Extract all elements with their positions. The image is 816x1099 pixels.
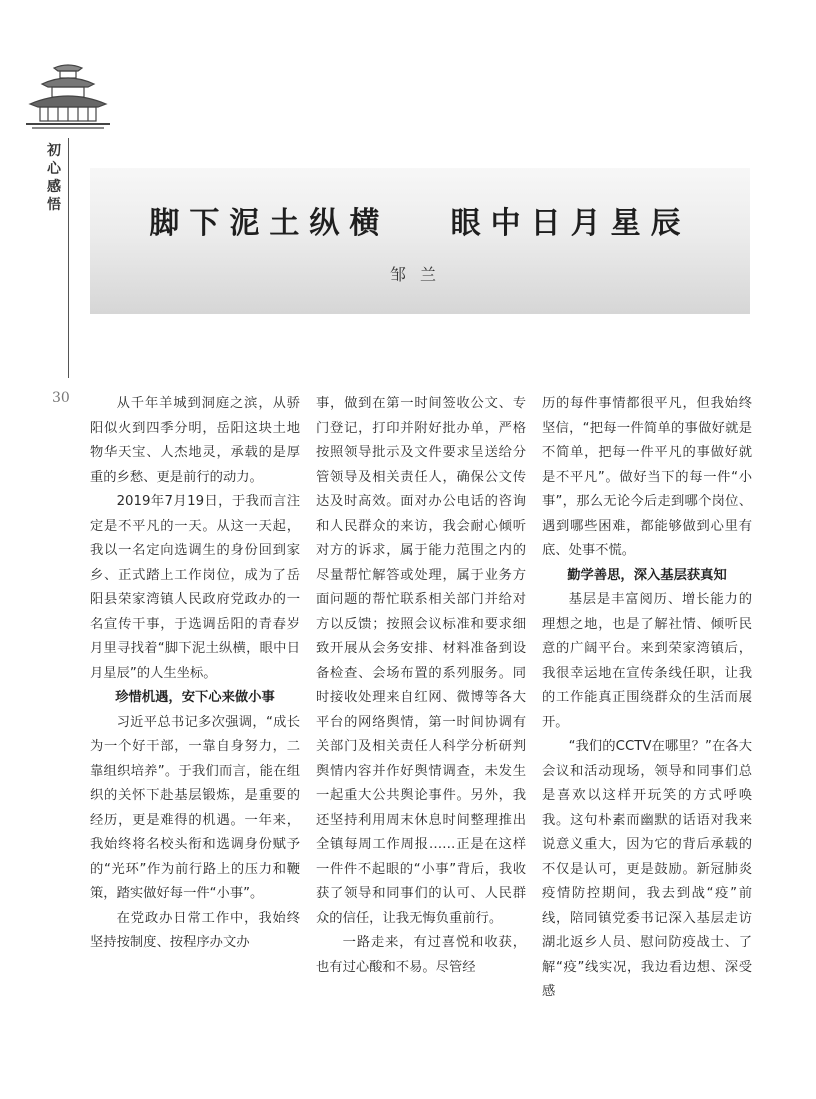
side-divider (68, 138, 69, 378)
section-heading: 珍惜机遇，安下心来做小事 (115, 690, 275, 705)
section-label-char: 悟 (47, 197, 61, 213)
paragraph: 2019年7月19日，于我而言注定是不平凡的一天。从这一天起，我以一名定向选调生的身份回到家乡、正式踏上工作岗位，成为了岳阳县荣家湾镇人民政府党政办的一名宣传干事，于选调岳阳的青春岁月里寻找着“脚下泥土纵横，眼中日月星辰”的人生坐标。 (90, 494, 300, 681)
text-column-3 (542, 392, 752, 1005)
title-banner (90, 168, 750, 314)
paragraph: 历的每件事情都很平凡，但我始终坚信，“把每一件简单的事做好就是不简单，把每一件平凡的事做好就是不平凡”。做好当下的每一件“小事”，那么无论今后走到哪个岗位、遇到哪些困难，都能够做到心里有底、处事不慌。 (542, 396, 752, 558)
pagoda-logo (24, 60, 112, 132)
paragraph: “我们的CCTV在哪里？”在各大会议和活动现场，领导和同事们总是喜欢以这样开玩笑的方式呼唤我。这句朴素而幽默的话语对我来说意义重大，因为它的背后承载的不仅是认可，更是鼓励。新冠肺炎疫情防控期间，我去到战“疫”前线，陪同镇党委书记深入基层走访湖北返乡人员、慰问防疫战士、了解“疫”线实况，我边看边想、深受感 (542, 739, 752, 999)
paragraph: 在党政办日常工作中，我始终坚持按制度、按程序办文办 (90, 910, 300, 950)
paragraph: 基层是丰富阅历、增长能力的理想之地，也是了解社情、倾听民意的广阔平台。来到荣家湾镇后，我很幸运地在宣传条线任职，让我的工作能真正围绕群众的生活而展开。 (542, 592, 752, 730)
article-title: 脚下泥土纵横 眼中日月星辰 (149, 206, 691, 241)
section-label-char: 初 (47, 143, 61, 159)
article-author: 邹兰 (389, 265, 450, 284)
paragraph: 习近平总书记多次强调，“成长为一个好干部，一靠自身努力，二靠组织培养”。于我们而言，能在组织的关怀下赴基层锻炼，是重要的经历，更是难得的机遇。一年来，我始终将名校头衔和选调身份赋予的“光环”作为前行路上的压力和鞭策，踏实做好每一件“小事”。 (90, 714, 300, 901)
page-number: 30 (52, 390, 70, 406)
paragraph: 从千年羊城到洞庭之滨，从骄阳似火到四季分明，岳阳这块土地物华天宝、人杰地灵，承载的是厚重的乡愁、更是前行的动力。 (90, 396, 300, 485)
section-label-char: 感 (47, 179, 61, 195)
paragraph: 事，做到在第一时间签收公文、专门登记，打印并附好批办单，严格按照领导批示及文件要求呈送给分管领导及相关责任人，确保公文传达及时高效。面对办公电话的咨询和人民群众的来访，我会耐心倾听对方的诉求，属于能力范围之内的尽量帮忙解答或处理，属于业务方面问题的帮忙联系相关部门并给对方以反馈；按照会议标准和要求细致开展从会务安排、材料准备到设备检查、会场布置的系列服务。同时接收处理来自红网、微博等各大平台的网络舆情，第一时间协调有关部门及相关责任人科学分析研判舆情内容并作好舆情调查，未发生一起重大公共舆论事件。另外，我还坚持利用周末休息时间整理推出全镇每周工作周报……正是在这样一件件不起眼的“小事”背后，我收获了领导和同事们的认可、人民群众的信任，让我无悔负重前行。 (316, 396, 526, 926)
section-heading: 勤学善思，深入基层获真知 (567, 567, 727, 583)
text-column-2 (316, 392, 526, 980)
section-label (44, 142, 64, 214)
paragraph: 一路走来，有过喜悦和收获，也有过心酸和不易。尽管经 (316, 935, 526, 975)
section-label-char: 心 (47, 161, 61, 177)
text-column-1 (90, 392, 300, 956)
